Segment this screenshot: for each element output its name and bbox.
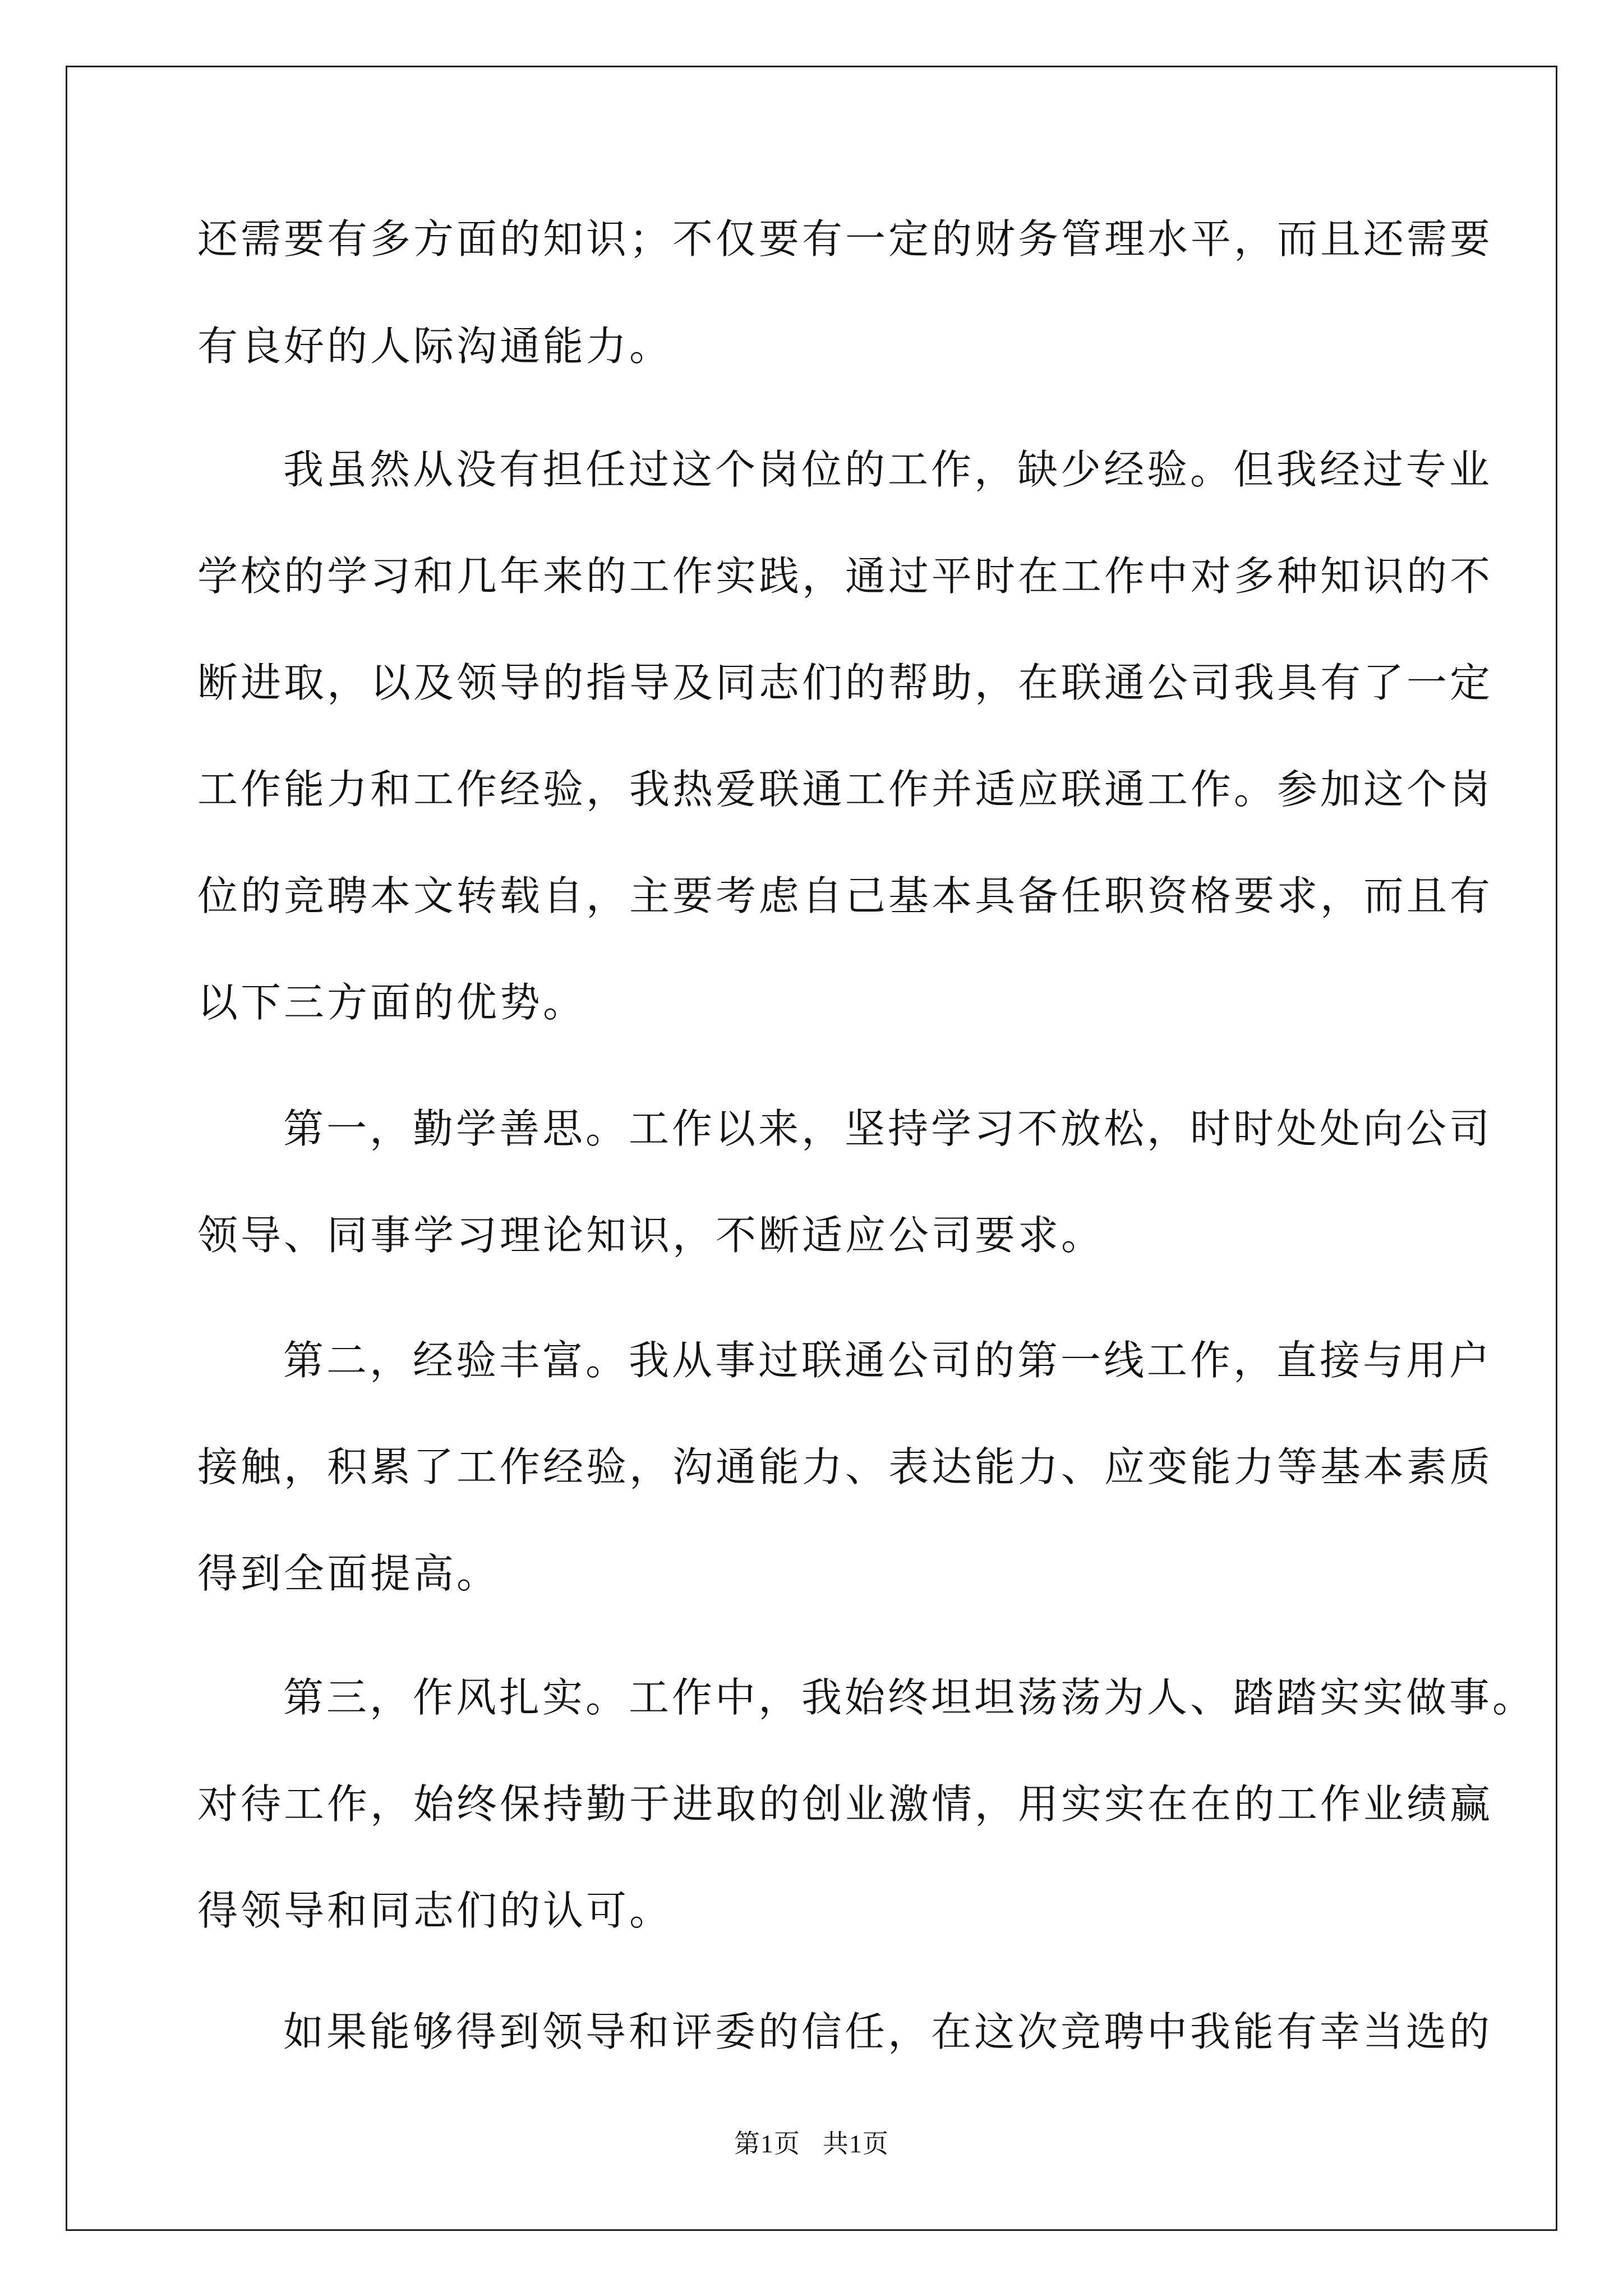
text-line: 工作能力和工作经验，我热爱联通工作并适应联通工作。参加这个岗: [197, 766, 1493, 813]
paragraph-first-line: 第一，勤学善思。工作以来，坚持学习不放松，时时处处向公司: [283, 1105, 1493, 1152]
page-number: 第1页: [734, 2129, 800, 2158]
paragraph-first-line: 第三，作风扎实。工作中，我始终坦坦荡荡为人、踏踏实实做事。: [283, 1674, 1536, 1721]
text-line: 领导、同事学习理论知识，不断适应公司要求。: [197, 1212, 1105, 1259]
text-line: 学校的学习和几年来的工作实践，通过平时在工作中对多种知识的不: [197, 553, 1493, 600]
text-line: 得到全面提高。: [197, 1550, 500, 1597]
text-line: 有良好的人际沟通能力。: [197, 323, 673, 370]
total-pages: 共1页: [823, 2129, 889, 2158]
paragraph-first-line: 第二，经验丰富。我从事过联通公司的第一线工作，直接与用户: [283, 1337, 1493, 1384]
page-footer: [0, 2123, 1623, 2160]
paragraph-first-line: 如果能够得到领导和评委的信任，在这次竞聘中我能有幸当选的: [283, 2008, 1493, 2055]
text-line: 断进取，以及领导的指导及同志们的帮助，在联通公司我具有了一定: [197, 659, 1493, 706]
text-line: 位的竞聘本文转载自，主要考虑自己基本具备任职资格要求，而且有: [197, 872, 1493, 919]
text-line: 还需要有多方面的知识；不仅要有一定的财务管理水平，而且还需要: [197, 215, 1493, 263]
text-line: 对待工作，始终保持勤于进取的创业激情，用实实在在的工作业绩赢: [197, 1780, 1493, 1828]
text-line: 得领导和同志们的认可。: [197, 1887, 673, 1934]
paragraph-first-line: 我虽然从没有担任过这个岗位的工作，缺少经验。但我经过专业: [283, 446, 1493, 493]
text-line: 接触，积累了工作经验，沟通能力、表达能力、应变能力等基本素质: [197, 1443, 1493, 1490]
text-line: 以下三方面的优势。: [197, 979, 587, 1026]
